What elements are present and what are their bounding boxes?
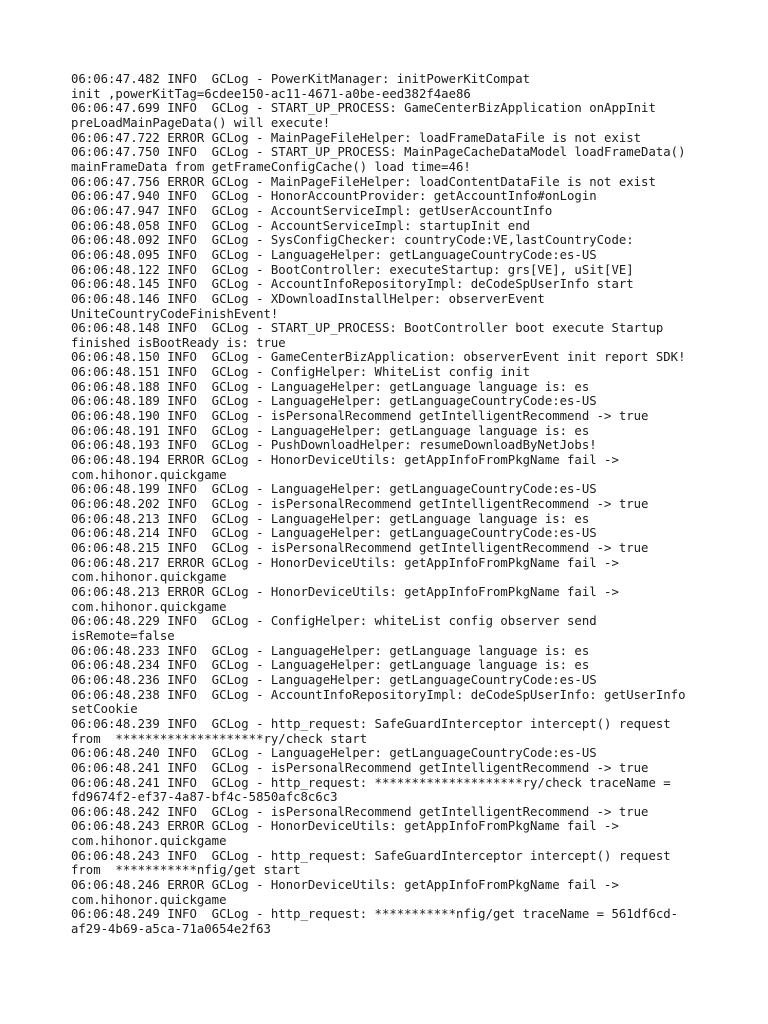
log-line: 06:06:48.243 INFO GCLog - http_request: SafeGuardInterceptor intercept() request	[71, 848, 671, 863]
log-line: 06:06:48.233 INFO GCLog - LanguageHelper: getLanguage language is: es	[71, 643, 590, 658]
log-line: 06:06:48.229 INFO GCLog - ConfigHelper: whiteList config observer send	[71, 614, 597, 629]
log-line: 06:06:48.146 INFO GCLog - XDownloadInstallHelper: observerEvent	[71, 291, 545, 306]
log-line: from ***********nfig/get start	[71, 863, 301, 878]
log-line: 06:06:48.239 INFO GCLog - http_request: SafeGuardInterceptor intercept() request	[71, 716, 671, 731]
log-line: setCookie	[71, 702, 138, 717]
log-line: 06:06:48.236 INFO GCLog - LanguageHelper: getLanguageCountryCode:es-US	[71, 672, 597, 687]
log-line: com.hihonor.quickgame	[71, 834, 227, 849]
log-line: 06:06:48.122 INFO GCLog - BootController: executeStartup: grs[VE], uSit[VE]	[71, 262, 634, 277]
log-line: 06:06:48.215 INFO GCLog - isPersonalRecommend getIntelligentRecommend -> true	[71, 541, 649, 555]
log-line: 06:06:47.756 ERROR GCLog - MainPageFileHelper: loadContentDataFile is not exist	[71, 174, 656, 189]
log-line: 06:06:47.722 ERROR GCLog - MainPageFileHelper: loadFrameDataFile is not exist	[71, 130, 642, 145]
log-line: 06:06:48.241 INFO GCLog - http_request: ********************ry/check traceName =	[71, 775, 671, 790]
log-line: 06:06:48.058 INFO GCLog - AccountServiceImpl: startupInit end	[71, 218, 531, 233]
log-line: 06:06:48.191 INFO GCLog - LanguageHelper: getLanguage language is: es	[71, 423, 590, 438]
log-line: isRemote=false	[71, 628, 175, 643]
log-line: 06:06:48.193 INFO GCLog - PushDownloadHelper: resumeDownloadByNetJobs!	[71, 438, 597, 453]
log-line: 06:06:48.240 INFO GCLog - LanguageHelper: getLanguageCountryCode:es-US	[71, 746, 597, 761]
log-line: 06:06:48.214 INFO GCLog - LanguageHelper: getLanguageCountryCode:es-US	[71, 526, 597, 541]
log-line: com.hihonor.quickgame	[71, 570, 227, 585]
log-line: 06:06:48.242 INFO GCLog - isPersonalRecommend getIntelligentRecommend -> true	[71, 804, 649, 819]
log-line: 06:06:47.699 INFO GCLog - START_UP_PROCESS: GameCenterBizApplication onAppInit	[71, 101, 656, 116]
log-line: 06:06:48.202 INFO GCLog - isPersonalRecommend getIntelligentRecommend -> true	[71, 497, 649, 512]
log-line: 06:06:48.189 INFO GCLog - LanguageHelper: getLanguageCountryCode:es-US	[71, 394, 597, 409]
log-line: 06:06:48.234 INFO GCLog - LanguageHelper: getLanguage language is: es	[71, 658, 590, 673]
log-line: 06:06:48.194 ERROR GCLog - HonorDeviceUtils: getAppInfoFromPkgName fail ->	[71, 453, 619, 468]
log-line: 06:06:48.148 INFO GCLog - START_UP_PROCESS: BootController boot execute Startup	[71, 321, 664, 336]
log-line: 06:06:48.238 INFO GCLog - AccountInfoRepositoryImpl: deCodeSpUserInfo: getUserInfo	[71, 687, 686, 702]
log-line: com.hihonor.quickgame	[71, 599, 227, 614]
log-line: 06:06:47.750 INFO GCLog - START_UP_PROCESS: MainPageCacheDataModel loadFrameData()	[71, 145, 686, 160]
log-line: 06:06:47.940 INFO GCLog - HonorAccountProvider: getAccountInfo#onLogin	[71, 189, 597, 204]
log-line: mainFrameData from getFrameConfigCache() load time=46!	[71, 159, 471, 174]
log-line: 06:06:48.243 ERROR GCLog - HonorDeviceUtils: getAppInfoFromPkgName fail ->	[71, 819, 619, 834]
log-line: init ,powerKitTag=6cdee150-ac11-4671-a0be-eed382f4ae86	[71, 86, 471, 101]
log-line: UniteCountryCodeFinishEvent!	[71, 306, 279, 321]
log-line: 06:06:48.213 ERROR GCLog - HonorDeviceUtils: getAppInfoFromPkgName fail ->	[71, 584, 619, 599]
log-line: 06:06:47.947 INFO GCLog - AccountServiceImpl: getUserAccountInfo	[71, 203, 553, 218]
log-line: 06:06:48.150 INFO GCLog - GameCenterBizApplication: observerEvent init report SDK!	[71, 350, 686, 365]
log-line: 06:06:48.217 ERROR GCLog - HonorDeviceUtils: getAppInfoFromPkgName fail ->	[71, 555, 619, 570]
log-line: af29-4b69-a5ca-71a0654e2f63	[71, 922, 271, 937]
log-line: 06:06:48.145 INFO GCLog - AccountInfoRepositoryImpl: deCodeSpUserInfo start	[71, 277, 634, 292]
log-line: 06:06:48.199 INFO GCLog - LanguageHelper: getLanguageCountryCode:es-US	[71, 482, 597, 497]
log-line: 06:06:48.190 INFO GCLog - isPersonalRecommend getIntelligentRecommend -> true	[71, 409, 649, 424]
log-line: 06:06:48.249 INFO GCLog - http_request: ***********nfig/get traceName = 561df6cd-	[71, 907, 679, 922]
log-line: finished isBootReady is: true	[71, 335, 286, 350]
log-text-block	[71, 72, 731, 937]
log-line: preLoadMainPageData() will execute!	[71, 115, 331, 130]
log-line: 06:06:48.092 INFO GCLog - SysConfigChecker: countryCode:VE,lastCountryCode:	[71, 233, 634, 248]
log-line: 06:06:48.246 ERROR GCLog - HonorDeviceUtils: getAppInfoFromPkgName fail ->	[71, 878, 619, 893]
log-line: com.hihonor.quickgame	[71, 892, 227, 907]
log-line: 06:06:48.241 INFO GCLog - isPersonalRecommend getIntelligentRecommend -> true	[71, 760, 649, 775]
log-line: 06:06:48.151 INFO GCLog - ConfigHelper: WhiteList config init	[71, 365, 531, 380]
log-line: 06:06:47.482 INFO GCLog - PowerKitManager: initPowerKitCompat	[71, 72, 531, 86]
log-line: com.hihonor.quickgame	[71, 467, 227, 482]
log-line: 06:06:48.213 INFO GCLog - LanguageHelper: getLanguage language is: es	[71, 511, 590, 526]
log-line: fd9674f2-ef37-4a87-bf4c-5850afc8c6c3	[71, 790, 338, 805]
log-line: 06:06:48.188 INFO GCLog - LanguageHelper: getLanguage language is: es	[71, 379, 590, 394]
log-line: 06:06:48.095 INFO GCLog - LanguageHelper: getLanguageCountryCode:es-US	[71, 247, 597, 262]
log-line: from ********************ry/check start	[71, 731, 368, 746]
